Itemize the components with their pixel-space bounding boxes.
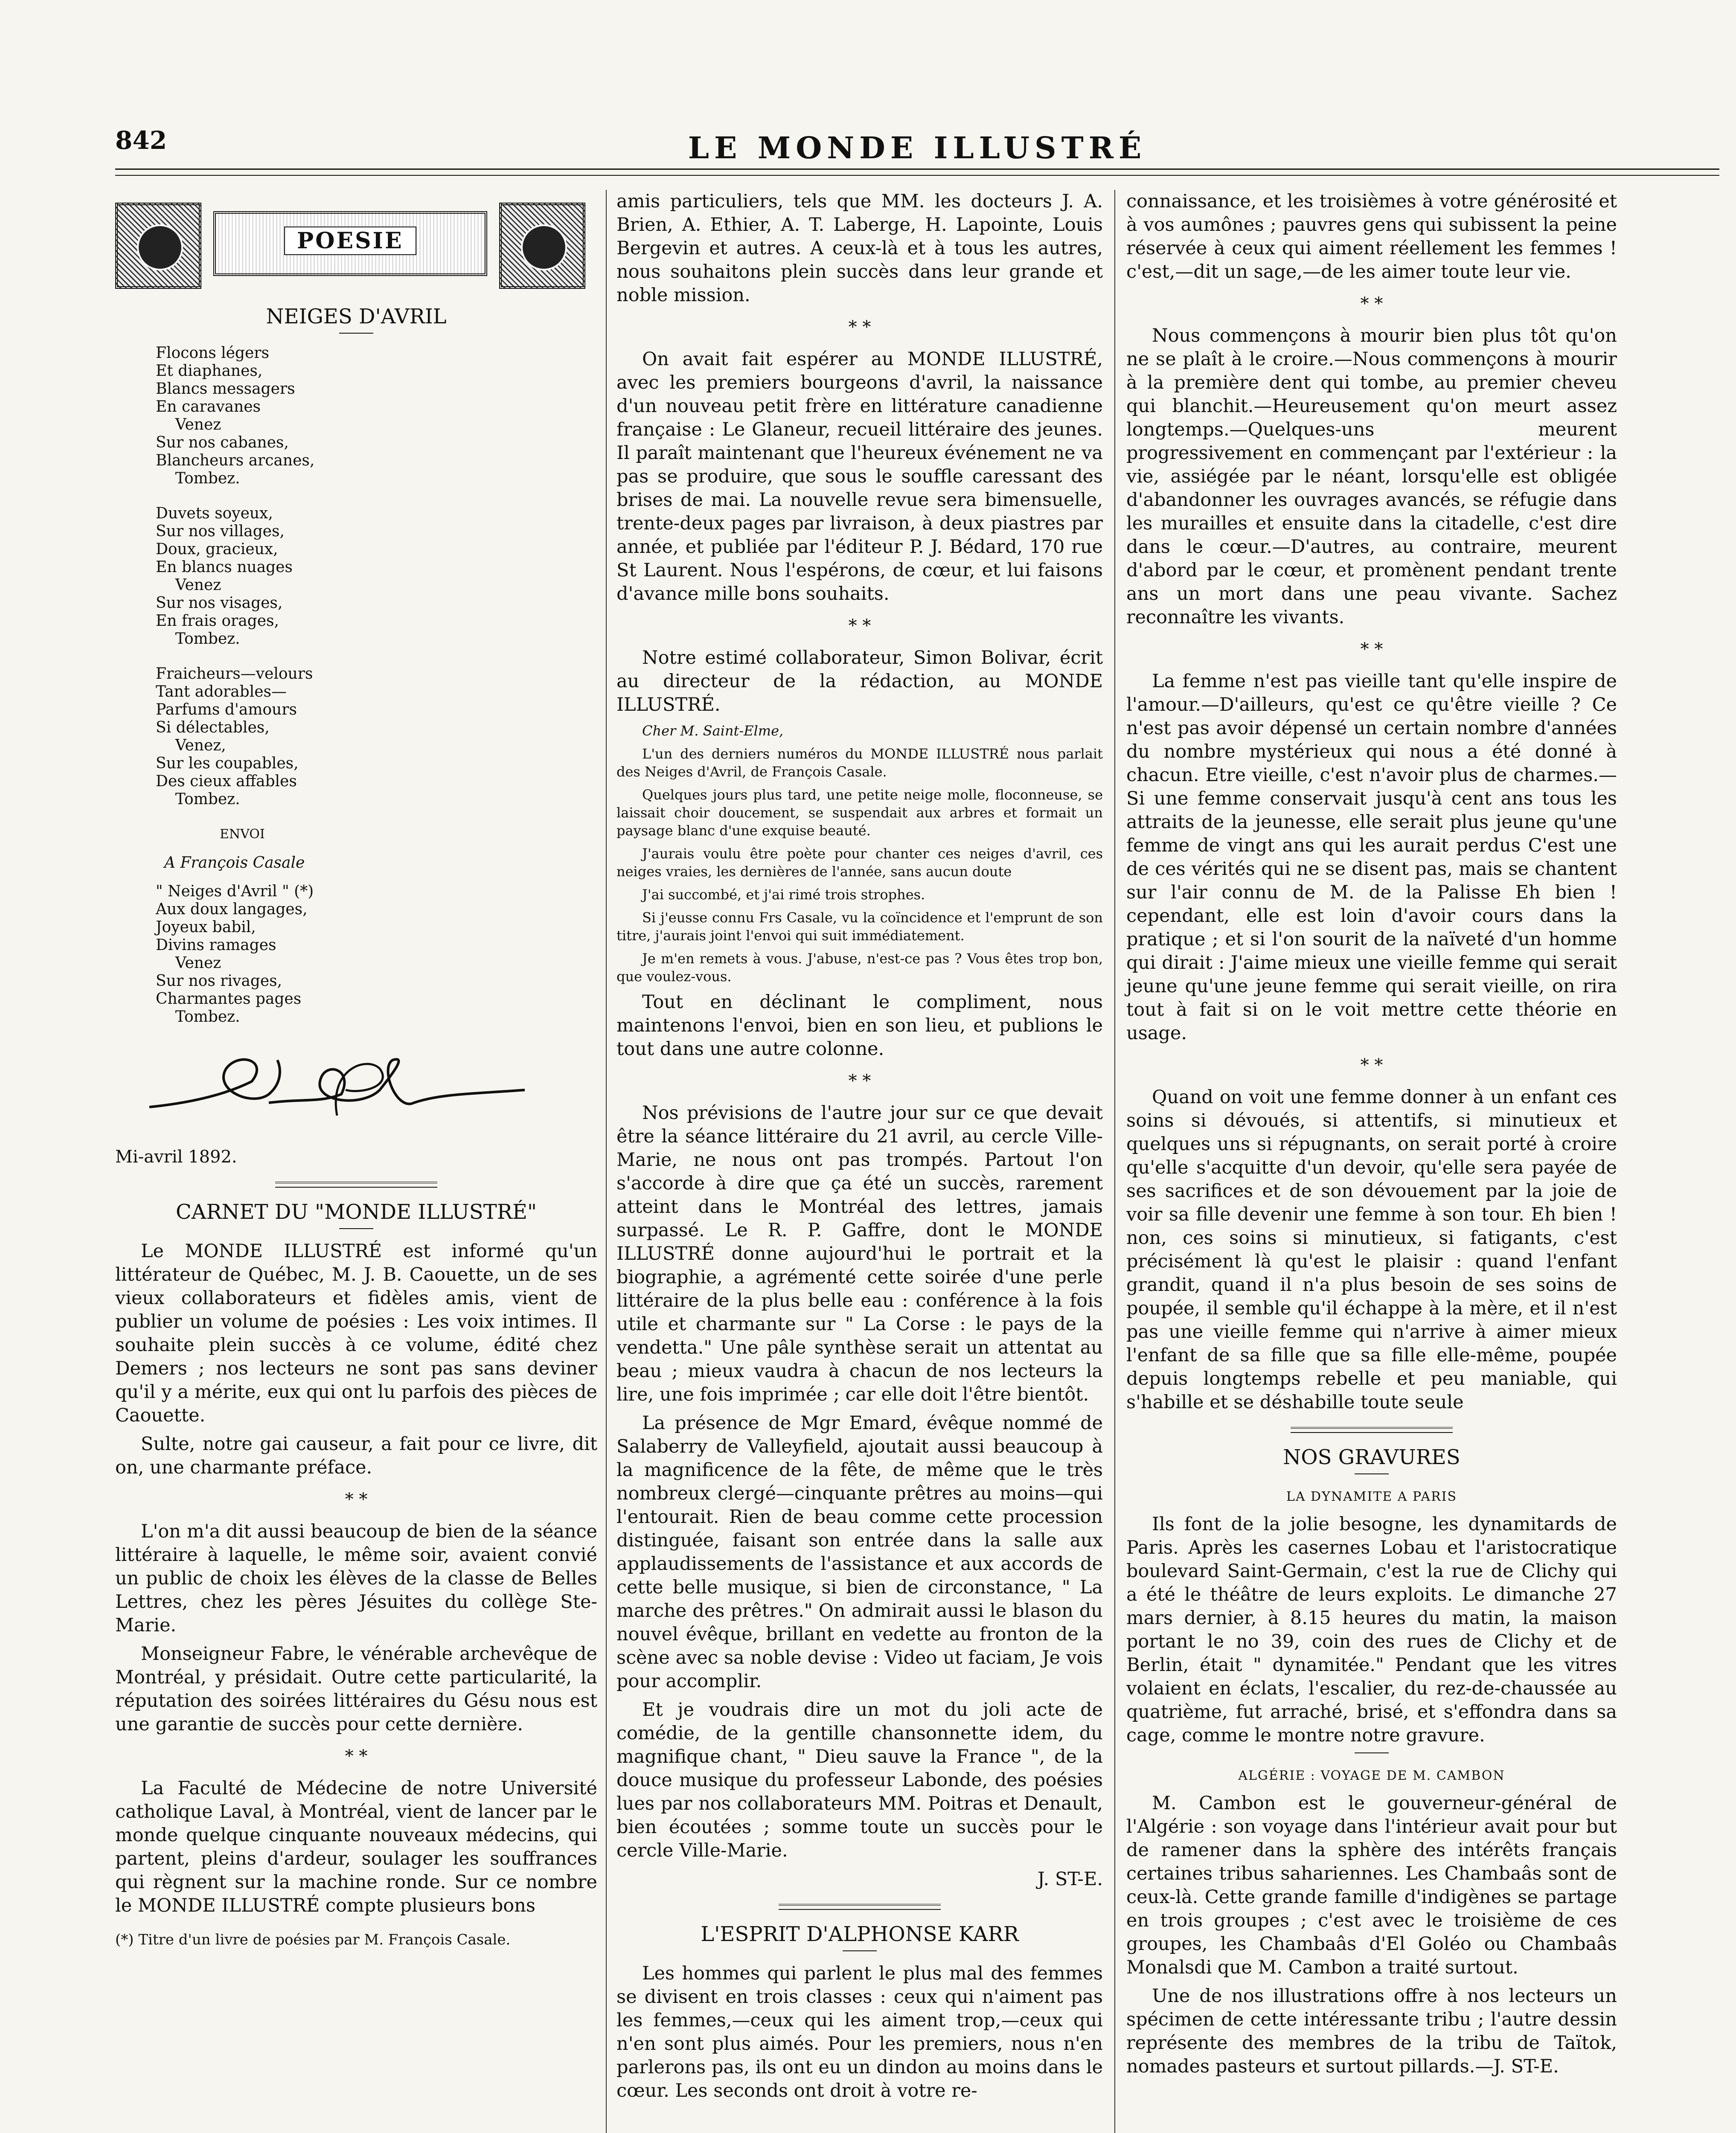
poem: Flocons légers Et diaphanes, Blancs messagers En caravanes Venez Sur nos cabanes, Blancheurs arcanes, Tombez. Duvets soyeux, Sur nos villages, Doux, gracieux, En blancs nuages Venez Sur nos visages, En frais orages, Tombez. Fraicheurs—velours Tant adorables— Parfums d'amours Si délectables, Venez, Sur les coupables, Des cieux affables Tombez. ENVOI A François Casale " Neiges d'Avril " (*) Aux doux langages, Joyeux babil, Divins ramages Venez Sur nos rivages, Charmantes pages Tombez. [156,344,597,1026]
paragraph: Tout en déclinant le compliment, nous maintenons l'envoi, bien en son lieu, et publions le tout dans une autre colonne. [616,991,1103,1060]
column-middle [616,190,1103,2108]
paragraph: L'on m'a dit aussi beaucoup de bien de la séance littéraire à laquelle, le même soir, avaient convié un public de choix les élèves de la classe de Belles Lettres, chez les pères Jésuites du collège Ste-Marie. [115,1521,597,1636]
page-number: 842 [115,126,167,155]
section-break [1126,1054,1617,1077]
header-rule [115,169,1719,170]
section-break [616,1069,1103,1093]
paragraph: Nos prévisions de l'autre jour sur ce que devait être la séance littéraire du 21 avril, au cercle Ville-Marie, ne nous ont pas trompés. Partout l'on s'accorde à dire que ça été un succès, rarement atteint dans le Montréal des lettres, jamais surpassé. Le R. P. Gaffre, dont le MONDE ILLUSTRÉ donne aujourd'hui le portrait et la biographie, a agrémenté cette soirée d'une perle littéraire de la plus belle eau : conférence à la fois utile et charmante sur " La Corse : le pays de la vendetta." Une pâle synthèse serait un attentat au beau ; mieux vaudra à chacun de nos lecteurs la lire, une fois imprimée ; car elle doit l'être bientôt. [616,1102,1103,1405]
poem-title: NEIGES D'AVRIL [266,305,447,328]
column-divider [606,190,607,2133]
paragraph: Et je voudrais dire un mot du joli acte de comédie, de la gentille chansonnette idem, du magnifique chant, " Dieu sauve la France ", de la douce musique du professeur Labonde, des poésies lues par nos collaborateurs MM. Poitras et Denault, bien écoutées ; somme toute un succès pour le cercle Ville-Marie. [616,1699,1103,1861]
poetry-banner [115,203,597,284]
ornament-icon [115,203,201,289]
paragraph: Sulte, notre gai causeur, a fait pour ce livre, dit on, une charmante préface. [115,1433,597,1478]
paragraph: Monseigneur Fabre, le vénérable archevêque de Montréal, y présidait. Outre cette particularité, la réputation des soirées littéraires du Gésu nous est une garantie de succès pour cette dernière. [115,1643,597,1735]
author-signature: J. ST-E. [1037,1869,1103,1890]
paragraph: La Faculté de Médecine de notre Université catholique Laval, à Montréal, vient de lancer par le monde quelque cinquante nouveaux médecins, qui partent, pleins d'ardeur, soulager les souffrances qui règnent sur la machine ronde. Sur ce nombre le MONDE ILLUSTRÉ compte plusieurs bons [115,1778,597,1916]
paragraph: Nous commençons à mourir bien plus tôt qu'on ne se plaît à le croire.—Nous commençons à mourir à la première dent qui tombe, au premier cheveu qui blanchit.—Heureusement qu'on meurt assez longtemps.—Quelques-uns meurent progressivement en commençant par l'extérieur : la vie, assiégée par le néant, lorsqu'elle est obligée d'abandonner les ouvrages avancés, se réfugie dans les murailles et ensuite dans la citadelle, c'est dire dans le cœur.—D'autres, au contraire, meurent d'abord par le cœur, et promènent pendant trente ans un mort dans une peau vivante. Sachez reconnaître les vivants. [1126,325,1617,628]
section-break [1126,638,1617,661]
subsection-title: LA DYNAMITE A PARIS [1286,1489,1457,1504]
paragraph: Une de nos illustrations offre à nos lecteurs un spécimen de cette intéressante tribu ; l'autre dessin représente des membres de la tribu de Taïtok, nomades pasteurs et surtout pillards.—J. ST-E. [1126,1985,1617,2077]
banner-label: POESIE [284,227,416,255]
paragraph: La femme n'est pas vieille tant qu'elle inspire de l'amour.—D'ailleurs, qu'est ce qu'être vieille ? Ce n'est pas avoir dépensé un certain nombre d'années du nombre mystérieux qui nous a été donné à chacun. Etre vieille, c'est n'avoir plus de charmes.—Si une femme conservait jusqu'à cent ans tous les attraits de la jeunesse, elle serait plus jeune qu'une femme de vingt ans qui les aurait perdus C'est une de ces vérités qui ne se disent pas, mais se chantent sur l'air connu de M. de la Palisse Eh bien ! cependant, elle est loin d'avoir cours dans la pratique ; et si l'on sourit de la naïveté d'un homme qui dirait : J'aime mieux une vieille femme qui serait jeune qu'une jeune femme qui serait vieille, on rira tout à fait si on le voit mettre cette théorie en usage. [1126,671,1617,1044]
subsection-title: ALGÉRIE : VOYAGE DE M. CAMBON [1238,1768,1505,1783]
poem-date: Mi-avril 1892. [115,1147,237,1167]
column-left [115,190,597,1949]
section-title: NOS GRAVURES [1283,1445,1460,1469]
section-break [1126,292,1617,316]
paragraph: On avait fait espérer au MONDE ILLUSTRÉ, avec les premiers bourgeons d'avril, la naissance d'un nouveau petit frère en littérature canadienne française : Le Glaneur, recueil littéraire des jeunes. Il paraît maintenant que l'heureux événement ne va pas se produire, que sous le souffle caressant des brises de mai. La nouvelle revue sera bimensuelle, trente-deux pages par livraison, à deux piastres par année, et publiée par l'éditeur P. J. Bédard, 170 rue St Laurent. Nous l'espérons, de cœur, et lui faisons d'avance mille bons souhaits. [616,349,1103,604]
section-title: CARNET DU "MONDE ILLUSTRÉ" [175,1200,537,1224]
signature-icon [141,1043,546,1137]
section-break [616,316,1103,339]
envoi-dedication: A François Casale [164,854,305,872]
section-title: L'ESPRIT D'ALPHONSE KARR [701,1922,1019,1946]
paragraph: Les hommes qui parlent le plus mal des femmes se divisent en trois classes : ceux qui n'aiment pas les femmes,—ceux qui les aiment trop,—ceux qui n'en sont plus aimés. Pour les premiers, nous n'en parlerons pas, ils ont eu un dindon au moins dans le cœur. Les seconds ont droit à votre re- [616,1963,1103,2101]
header-rule-inner [115,175,1719,176]
letter: Cher M. Saint-Elme, L'un des derniers numéros du MONDE ILLUSTRÉ nous parlait des Neiges d'Avril, de François Casale. Quelques jours plus tard, une petite neige molle, floconneuse, se laissait choir doucement, se suspendait aux arbres et formait un paysage blanc d'une exquise beauté. J'aurais voulu être poète pour chanter ces neiges d'avril, ces neiges vraies, les dernières de l'année, sans aucun doute J'ai succombé, et j'ai rimé trois strophes. Si j'eusse connu Frs Casale, vu la coïncidence et l'emprunt de son titre, j'aurais joint l'envoi qui suit immédiatement. Je m'en remets à vous. J'abuse, n'est-ce pas ? Vous êtes trop bon, que voulez-vous. [616,723,1103,985]
paragraph: Le MONDE ILLUSTRÉ est informé qu'un littérateur de Québec, M. J. B. Caouette, un de ses vieux collaborateurs et fidèles amis, vient de publier un volume de poésies : Les voix intimes. Il souhaite plein succès à ce volume, édité chez Demers ; nos lecteurs ne sont pas sans deviner qu'il y a mérite, eux qui ont lu parfois des pièces de Caouette. [115,1241,597,1426]
ornament-icon [499,203,585,289]
column-right [1126,190,1617,2084]
paragraph: Notre estimé collaborateur, Simon Bolivar, écrit au directeur de la rédaction, au MONDE ILLUSTRÉ. [616,647,1103,715]
paragraph: connaissance, et les troisièmes à votre générosité et à vos aumônes ; pauvres gens qui subissent la peine réservée à ceux qui aiment réellement les femmes ! c'est,—dit un sage,—de les aimer toute leur vie. [1126,191,1617,282]
section-break [616,614,1103,638]
envoi-label: ENVOI [220,827,265,842]
footnote: (*) Titre d'un livre de poésies par M. François Casale. [115,1931,511,1948]
paragraph: La présence de Mgr Emard, évêque nommé de Salaberry de Valleyfield, ajoutait aussi beaucoup à la magnificence de la fête, de même que le très nombreux clergé—cinquante prêtres au moins—qui l'entourait. Rien de beau comme cette procession distinguée, faisant son entrée dans la salle aux applaudissements de l'assistance et aux accords de cette belle musique, si bien de circonstance, " La marche des prêtres." On admirait aussi le blason du nouvel évêque, brillant en vedette au fronton de la scène avec sa noble devise : Video ut faciam, Je vois pour accomplir. [616,1412,1103,1692]
paragraph: Ils font de la jolie besogne, les dynamitards de Paris. Après les casernes Lobau et l'aristocratique boulevard Saint-Germain, c'est la rue de Clichy qui a été le théâtre de leurs exploits. Le dimanche 27 mars dernier, à 8.15 heures du matin, la maison portant le no 39, coin des rues de Clichy et de Berlin, était " dynamitée." Pendant que les vitres volaient en éclats, l'escalier, du rez-de-chaussée au quatrième, fut arraché, brisé, et s'effondra dans sa cage, comme le montre notre gravure. [1126,1514,1617,1746]
section-break [115,1488,597,1511]
column-divider [1114,190,1115,2133]
section-break [115,1745,597,1768]
paragraph: M. Cambon est le gouverneur-général de l'Algérie : son voyage dans l'intérieur avait pour but de ramener dans la sphère des intérêts français certaines tribus sahariennes. Les Chambaâs sont de ceux-là. Cette grande famille d'indigènes se partage en trois groupes ; c'est avec le troisième de ces groupes, les Chambaâs d'El Goléo ou Chambaâs Monalsdi que M. Cambon a traité surtout. [1126,1793,1617,1978]
paragraph: Quand on voit une femme donner à un enfant ces soins si dévoués, si attentifs, si minutieux et quelques uns si répugnants, on serait porté à croire qu'elle s'acquitte d'un devoir, qu'elle sera payée de ses sacrifices et de son dévouement par la joie de voir sa fille devenir une femme à son tour. Eh bien ! non, ces soins si minutieux, si fatigants, c'est précisément là qu'est le plaisir : quand l'enfant grandit, quand il n'a plus besoin de ses soins de poupée, il semble qu'il échappe à la mère, et il n'est pas une vieille femme qui n'arrive à aimer mieux l'enfant de sa fille que sa fille elle-même, poupée depuis longtemps rebelle et peu maniable, qui s'habille et se déshabille toute seule [1126,1087,1617,1413]
paragraph: amis particuliers, tels que MM. les docteurs J. A. Brien, A. Ethier, A. T. Laberge, H. Lapointe, Louis Bergevin et autres. A ceux-là et à tous les autres, nous souhaitons plein succès dans leur grande et noble mission. [616,191,1103,306]
masthead-title: LE MONDE ILLUSTRÉ [688,130,1147,166]
